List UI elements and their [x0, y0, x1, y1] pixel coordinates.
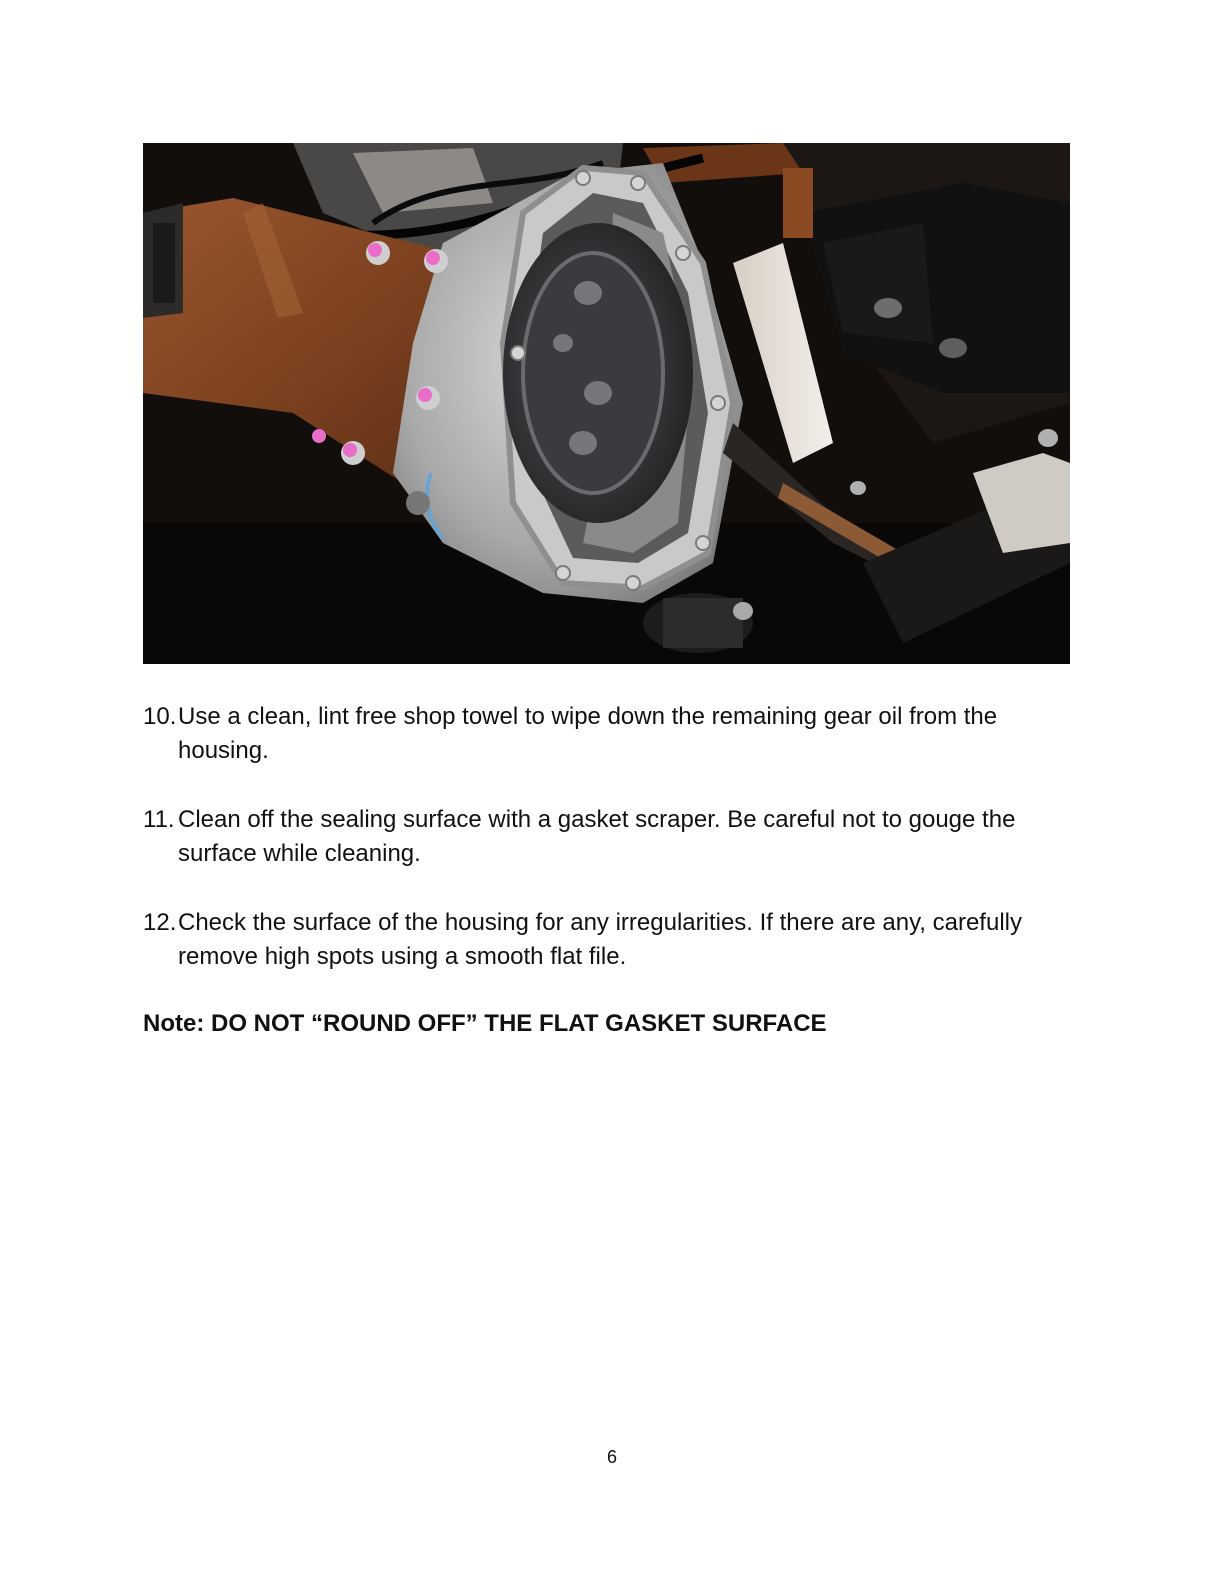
step-12 — [143, 906, 1083, 974]
step-10 — [143, 700, 1083, 768]
step-text: Check the surface of the housing for any irregularities. If there are any, carefully remove high spots using a smooth flat file. — [178, 909, 1022, 970]
differential-housing-illustration — [143, 143, 1070, 664]
step-text: Use a clean, lint free shop towel to wipe down the remaining gear oil from the housing. — [178, 703, 998, 764]
step-number: 12. — [143, 909, 177, 936]
step-11 — [143, 803, 1083, 871]
differential-housing-photo — [143, 143, 1070, 664]
page-number: 6 — [606, 1447, 617, 1467]
step-number: 11. — [143, 806, 175, 833]
step-text: Clean off the sealing surface with a gasket scraper. Be careful not to gouge the surface while cleaning. — [178, 806, 1016, 867]
warning-note: Note: DO NOT “ROUND OFF” THE FLAT GASKET SURFACE — [143, 1010, 827, 1037]
instruction-steps — [143, 700, 1083, 1009]
step-number: 10. — [143, 703, 177, 730]
